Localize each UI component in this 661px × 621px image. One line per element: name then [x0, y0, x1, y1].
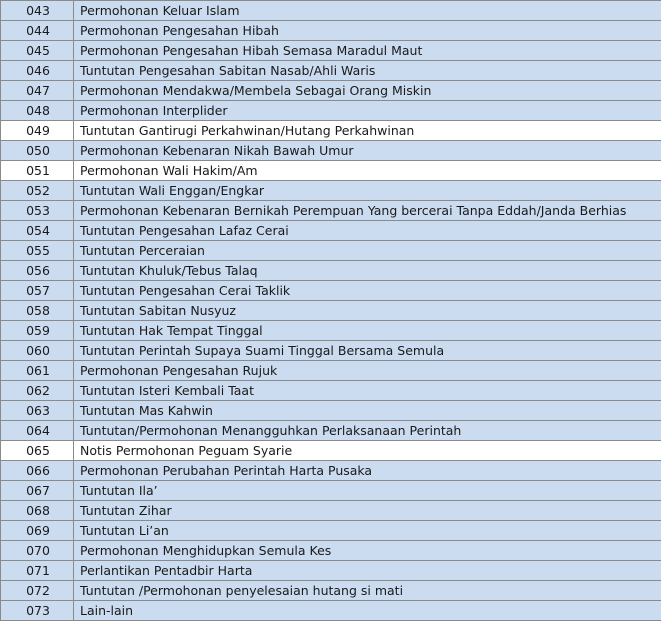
cell-code: 047 — [1, 81, 74, 101]
table-row — [1, 401, 661, 421]
table-row — [1, 441, 661, 461]
cell-description: Permohonan Pengesahan Hibah Semasa Maradul Maut — [74, 41, 661, 61]
cell-code: 070 — [1, 541, 74, 561]
table-row — [1, 421, 661, 441]
table-row — [1, 201, 661, 221]
cell-code: 072 — [1, 581, 74, 601]
cell-code: 055 — [1, 241, 74, 261]
cell-code: 043 — [1, 1, 74, 21]
cell-description: Permohonan Pengesahan Rujuk — [74, 361, 661, 381]
cell-code: 069 — [1, 521, 74, 541]
table-row — [1, 221, 661, 241]
table-row — [1, 321, 661, 341]
cell-description: Tuntutan /Permohonan penyelesaian hutang si mati — [74, 581, 661, 601]
cell-description: Tuntutan Gantirugi Perkahwinan/Hutang Perkahwinan — [74, 121, 661, 141]
table-row — [1, 341, 661, 361]
table-row — [1, 41, 661, 61]
table-row — [1, 361, 661, 381]
table-body — [1, 1, 661, 621]
table-row — [1, 281, 661, 301]
cell-description: Lain-lain — [74, 601, 661, 621]
cell-description: Tuntutan Ila’ — [74, 481, 661, 501]
cell-description: Tuntutan Sabitan Nusyuz — [74, 301, 661, 321]
cell-description: Tuntutan Wali Enggan/Engkar — [74, 181, 661, 201]
cell-code: 044 — [1, 21, 74, 41]
cell-description: Permohonan Pengesahan Hibah — [74, 21, 661, 41]
cell-code: 051 — [1, 161, 74, 181]
cell-code: 059 — [1, 321, 74, 341]
table-row — [1, 261, 661, 281]
cell-description: Tuntutan Perceraian — [74, 241, 661, 261]
cell-description: Permohonan Menghidupkan Semula Kes — [74, 541, 661, 561]
cell-description: Permohonan Wali Hakim/Am — [74, 161, 661, 181]
cell-code: 052 — [1, 181, 74, 201]
cell-code: 056 — [1, 261, 74, 281]
table-row — [1, 581, 661, 601]
cell-code: 046 — [1, 61, 74, 81]
cell-code: 063 — [1, 401, 74, 421]
table-row — [1, 121, 661, 141]
table-row — [1, 21, 661, 41]
cell-description: Permohonan Mendakwa/Membela Sebagai Orang Miskin — [74, 81, 661, 101]
table-row — [1, 461, 661, 481]
cell-code: 064 — [1, 421, 74, 441]
cell-description: Notis Permohonan Peguam Syarie — [74, 441, 661, 461]
cell-code: 048 — [1, 101, 74, 121]
cell-code: 071 — [1, 561, 74, 581]
cell-code: 045 — [1, 41, 74, 61]
table-row — [1, 521, 661, 541]
cell-description: Permohonan Kebenaran Nikah Bawah Umur — [74, 141, 661, 161]
table-row — [1, 541, 661, 561]
table-row — [1, 561, 661, 581]
cell-description: Tuntutan Zihar — [74, 501, 661, 521]
cell-code: 049 — [1, 121, 74, 141]
cell-code: 053 — [1, 201, 74, 221]
cell-code: 050 — [1, 141, 74, 161]
cell-code: 058 — [1, 301, 74, 321]
cell-code: 062 — [1, 381, 74, 401]
table-row — [1, 181, 661, 201]
cell-code: 066 — [1, 461, 74, 481]
cell-description: Perlantikan Pentadbir Harta — [74, 561, 661, 581]
cell-description: Tuntutan/Permohonan Menangguhkan Perlaksanaan Perintah — [74, 421, 661, 441]
cell-description: Tuntutan Pengesahan Cerai Taklik — [74, 281, 661, 301]
table-row — [1, 1, 661, 21]
cell-description: Tuntutan Hak Tempat Tinggal — [74, 321, 661, 341]
cell-code: 073 — [1, 601, 74, 621]
cell-description: Tuntutan Li’an — [74, 521, 661, 541]
cell-description: Tuntutan Pengesahan Lafaz Cerai — [74, 221, 661, 241]
cell-code: 061 — [1, 361, 74, 381]
table-row — [1, 81, 661, 101]
cell-code: 065 — [1, 441, 74, 461]
cell-code: 060 — [1, 341, 74, 361]
cell-description: Permohonan Interplider — [74, 101, 661, 121]
table-row — [1, 301, 661, 321]
cell-code: 054 — [1, 221, 74, 241]
table-row — [1, 381, 661, 401]
cell-description: Tuntutan Perintah Supaya Suami Tinggal Bersama Semula — [74, 341, 661, 361]
cell-description: Tuntutan Khuluk/Tebus Talaq — [74, 261, 661, 281]
cell-description: Tuntutan Isteri Kembali Taat — [74, 381, 661, 401]
cell-description: Permohonan Perubahan Perintah Harta Pusaka — [74, 461, 661, 481]
cell-description: Permohonan Keluar Islam — [74, 1, 661, 21]
table-row — [1, 141, 661, 161]
table-row — [1, 61, 661, 81]
table-row — [1, 241, 661, 261]
cell-code: 068 — [1, 501, 74, 521]
cell-code: 067 — [1, 481, 74, 501]
table-row — [1, 161, 661, 181]
cell-description: Tuntutan Mas Kahwin — [74, 401, 661, 421]
cell-description: Tuntutan Pengesahan Sabitan Nasab/Ahli Waris — [74, 61, 661, 81]
table-row — [1, 601, 661, 621]
cell-code: 057 — [1, 281, 74, 301]
table-row — [1, 501, 661, 521]
cell-description: Permohonan Kebenaran Bernikah Perempuan Yang bercerai Tanpa Eddah/Janda Berhias — [74, 201, 661, 221]
table-row — [1, 481, 661, 501]
table-row — [1, 101, 661, 121]
